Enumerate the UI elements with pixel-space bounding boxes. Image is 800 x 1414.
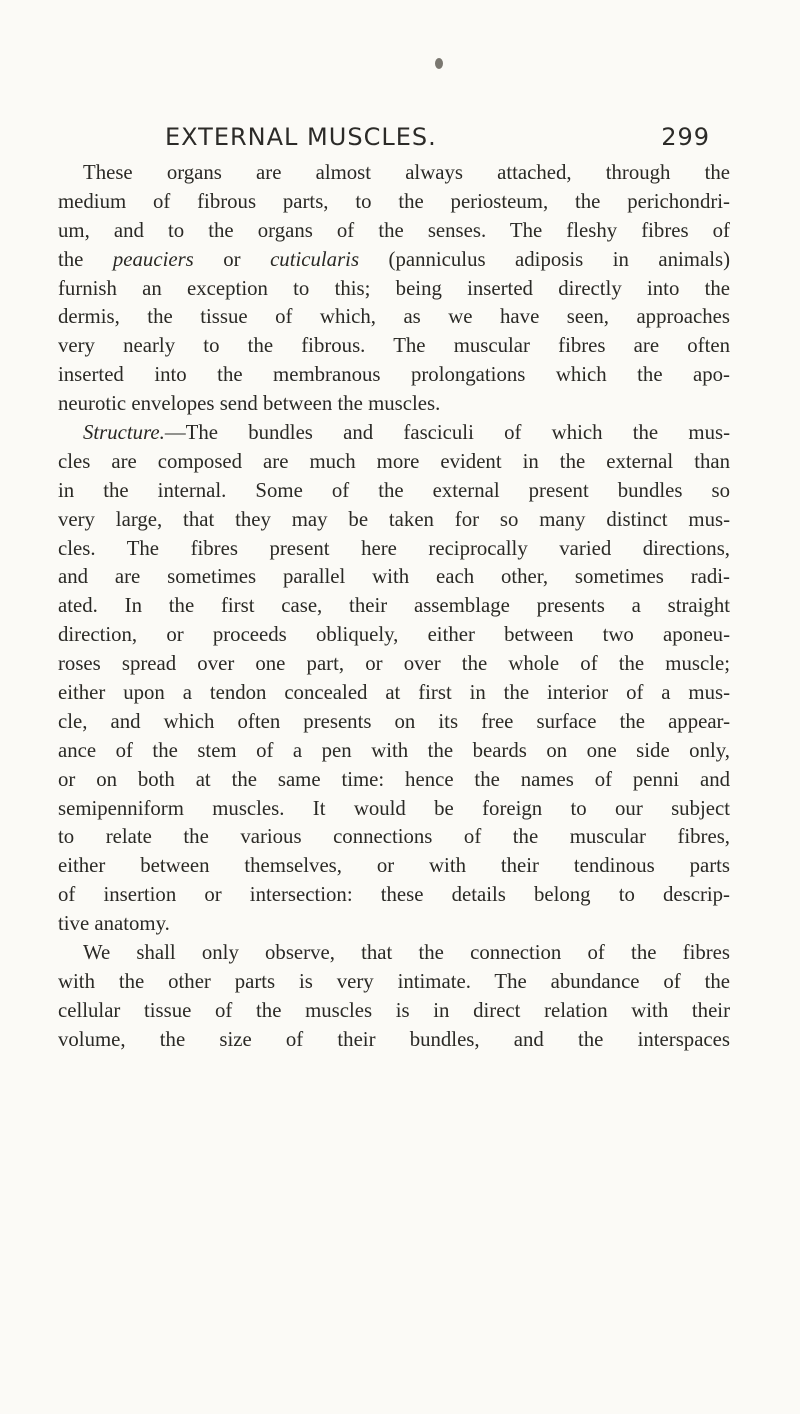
running-head-title: EXTERNAL MUSCLES. xyxy=(165,123,437,151)
text-line: cellular tissue of the muscles is in direct relation with their xyxy=(58,998,730,1022)
print-blemish xyxy=(435,58,443,69)
text-line: either between themselves, or with their tendinous parts xyxy=(58,854,730,878)
body-text xyxy=(58,159,730,1055)
text-line: ance of the stem of a pen with the beards on one side only, xyxy=(58,738,730,762)
text-line: cles. The fibres present here reciprocally varied directions, xyxy=(58,536,730,560)
text-line: roses spread over one part, or over the whole of the muscle; xyxy=(58,652,730,676)
heading-continuation: —The bundles and fasciculi of which the mus- xyxy=(164,421,730,445)
italic-term: cuticularis xyxy=(270,247,360,271)
text-line: direction, or proceeds obliquely, either between two aponeu- xyxy=(58,623,730,647)
text-line: dermis, the tissue of which, as we have seen, approaches xyxy=(58,305,730,329)
text-line: of insertion or intersection: these details belong to descrip- xyxy=(58,883,730,907)
text-line: tive anatomy. xyxy=(58,912,170,936)
text-line: with the other parts is very intimate. The abundance of the xyxy=(58,969,730,993)
text-line-with-heading xyxy=(58,419,730,448)
text-line: ated. In the first case, their assemblage presents a straight xyxy=(58,594,730,618)
text-line: either upon a tendon concealed at first in the interior of a mus- xyxy=(58,681,730,705)
text-line: medium of fibrous parts, to the periosteum, the perichondri- xyxy=(58,189,730,213)
text-line: furnish an exception to this; being inserted directly into the xyxy=(58,276,730,300)
text-line: volume, the size of their bundles, and the interspaces xyxy=(58,1027,730,1051)
text-line: um, and to the organs of the senses. The fleshy fibres of xyxy=(58,218,730,242)
text-line: inserted into the membranous prolongations which the apo- xyxy=(58,363,730,387)
page-number: 299 xyxy=(661,123,710,151)
text-line: in the internal. Some of the external present bundles so xyxy=(58,478,730,502)
text-line: cle, and which often presents on its free surface the appear- xyxy=(58,709,730,733)
text-line: We shall only observe, that the connection of the fibres xyxy=(83,941,730,965)
running-head xyxy=(165,123,710,151)
text-line: or on both at the same time: hence the names of penni and xyxy=(58,767,730,791)
text-line: neurotic envelopes send between the muscles. xyxy=(58,392,441,416)
text-line: and are sometimes parallel with each other, sometimes radi- xyxy=(58,565,730,589)
italic-term: peauciers xyxy=(112,247,194,271)
text-line: These organs are almost always attached, through the xyxy=(83,161,730,184)
text-line: cles are composed are much more evident in the external than xyxy=(58,449,730,473)
text-line-with-italics: the peauciers or cuticularis (panniculus adiposis in animals) xyxy=(58,247,730,271)
text-line: semipenniform muscles. It would be foreign to our subject xyxy=(58,796,730,820)
text-line: very nearly to the fibrous. The muscular fibres are often xyxy=(58,334,730,358)
text-line: to relate the various connections of the muscular fibres, xyxy=(58,825,730,849)
section-heading: Structure. xyxy=(83,421,165,445)
text-line: very large, that they may be taken for so many distinct mus- xyxy=(58,507,730,531)
